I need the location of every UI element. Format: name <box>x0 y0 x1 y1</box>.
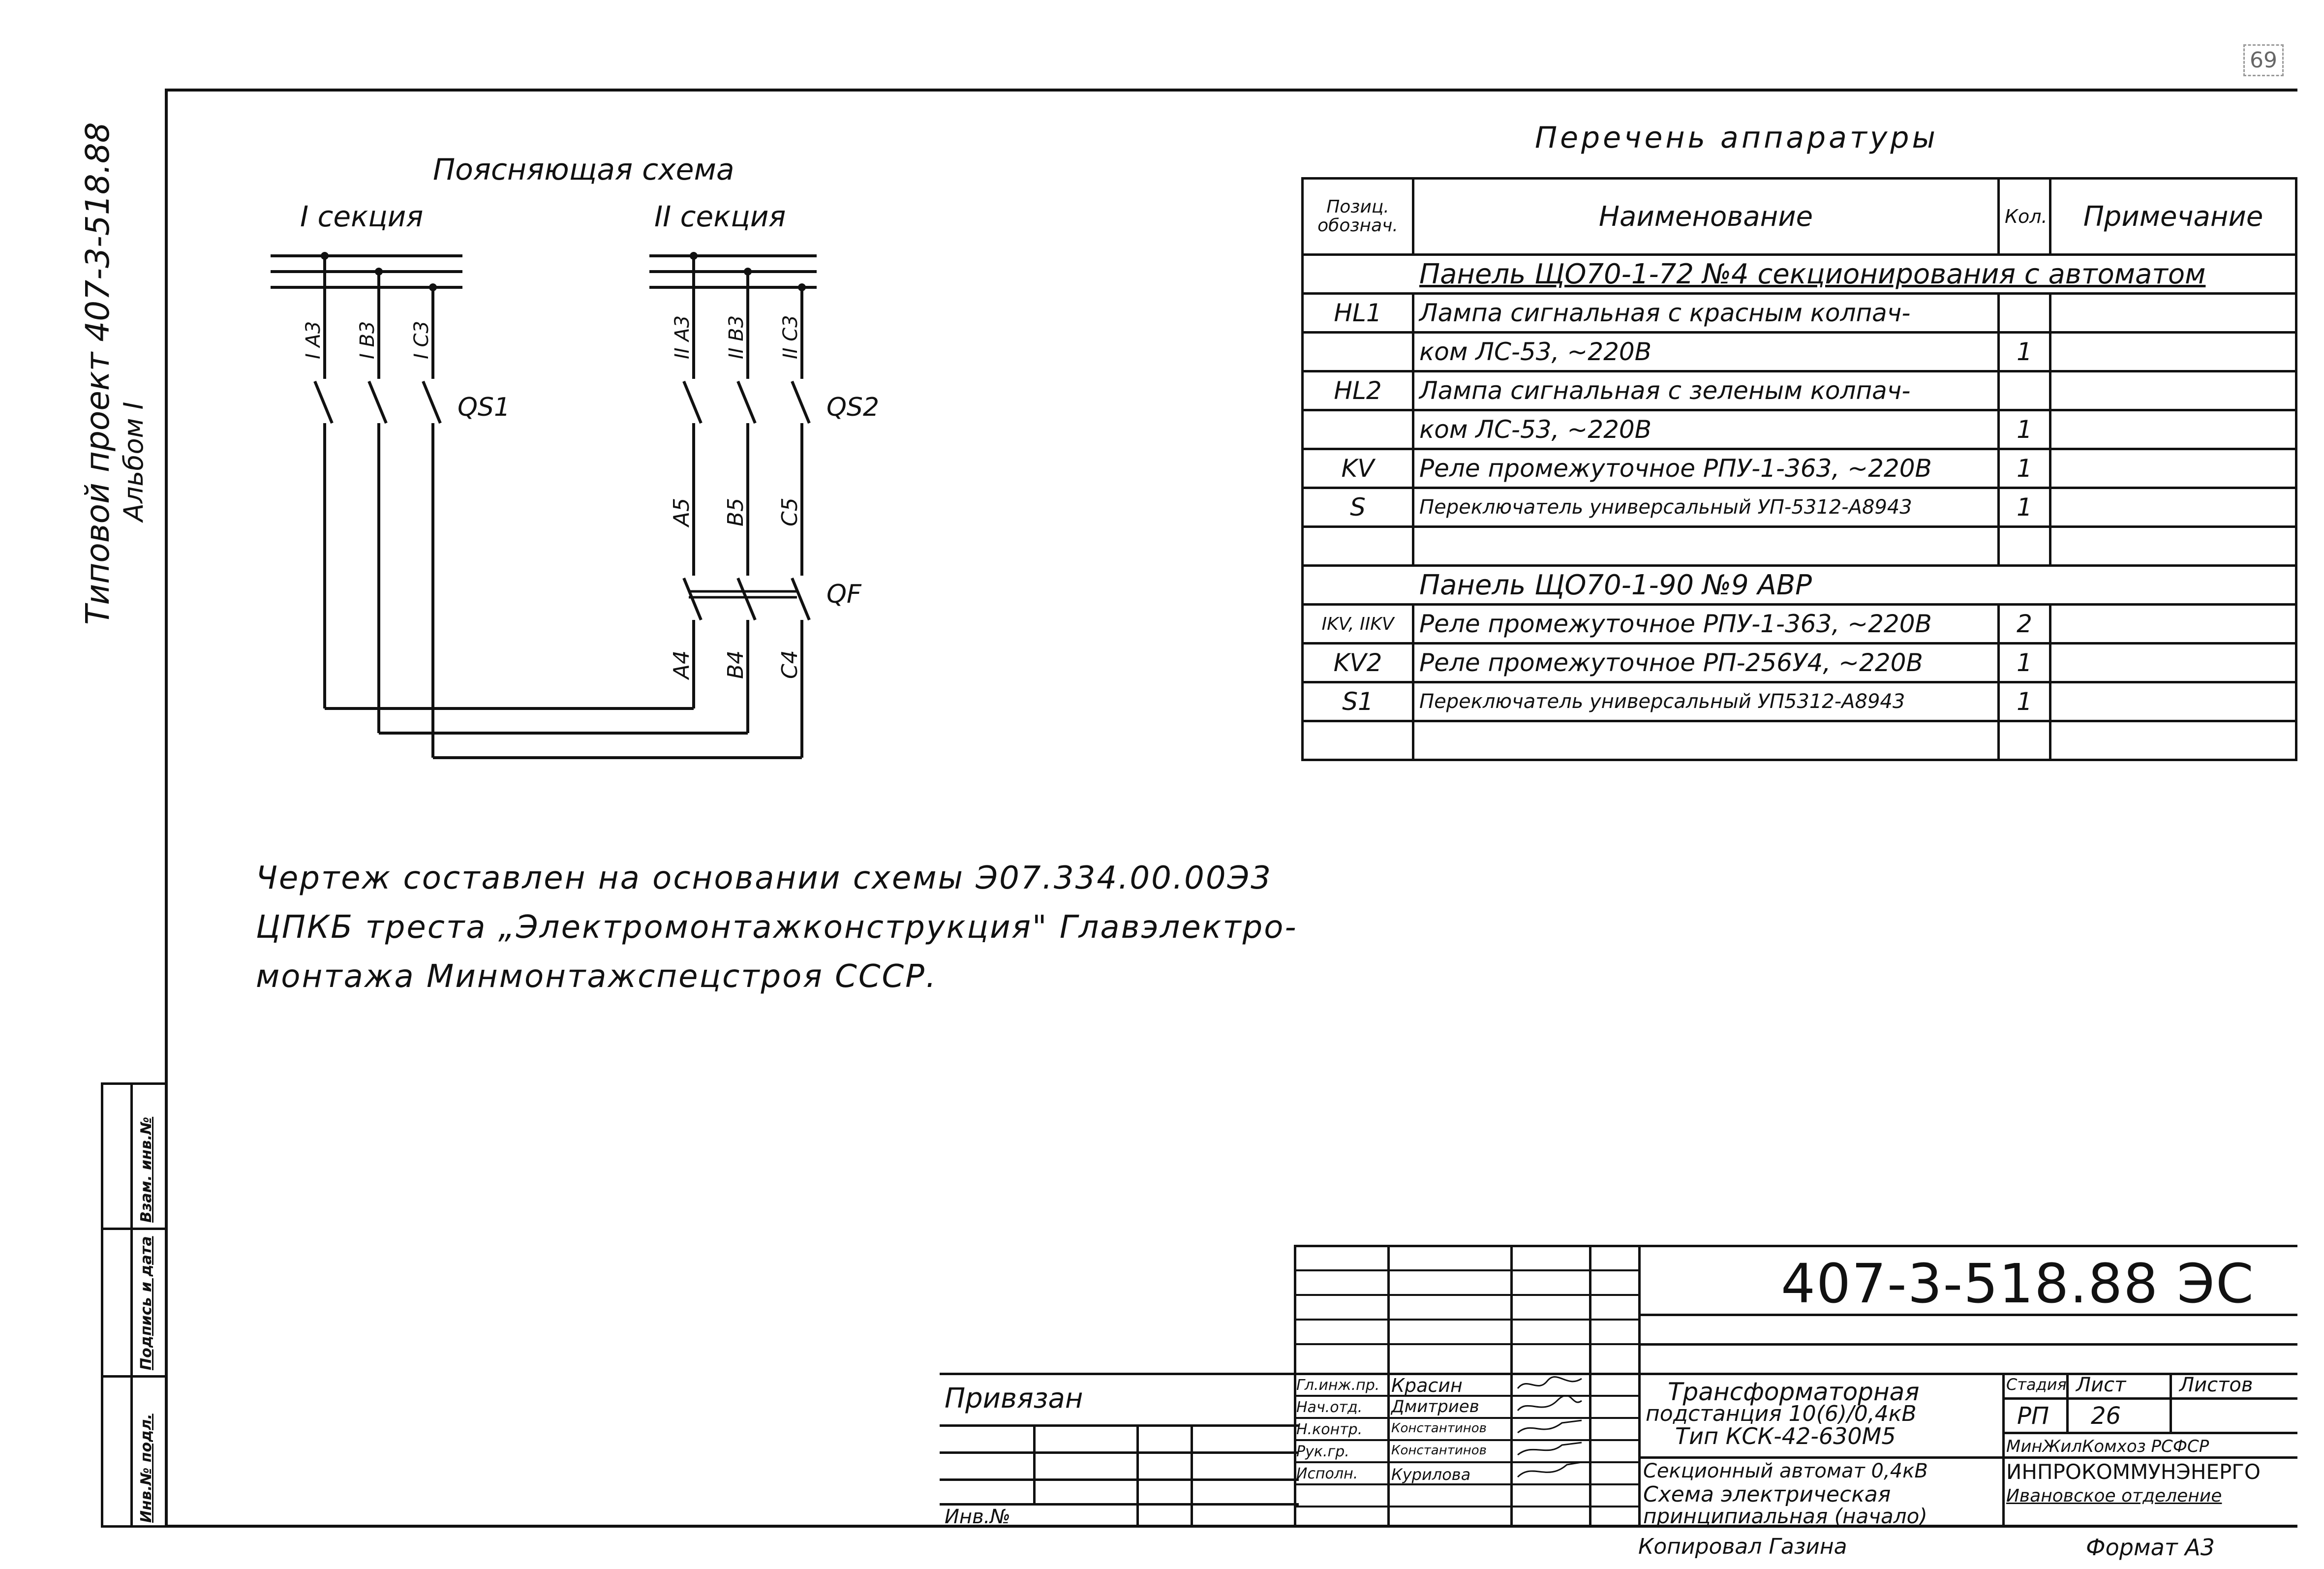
qf-switch-b <box>738 578 755 620</box>
header-pos: Позиц. обознач. <box>1303 179 1413 255</box>
role: Нач.отд. <box>1296 1399 1363 1416</box>
paper-format: Формат А3 <box>2086 1534 2215 1561</box>
side-stamp-cell <box>103 1375 165 1378</box>
row-pos: KV <box>1303 449 1413 488</box>
tb-line <box>2170 1373 2172 1432</box>
row-pos <box>1303 333 1413 371</box>
signature-2 <box>1518 1395 1582 1411</box>
schema-title: Поясняющая схема <box>433 153 734 187</box>
qs1-label: QS1 <box>458 393 511 422</box>
row-note <box>2050 371 2296 410</box>
row-name: ком ЛС-53, ~220В <box>1413 333 1999 371</box>
row-name: Реле промежуточное РП-256У4, ~220В <box>1413 644 1999 682</box>
side-project-label <box>74 118 153 659</box>
side-stamp-divider <box>130 1085 133 1525</box>
row-pos: KV2 <box>1303 644 1413 682</box>
row-note <box>2050 682 2296 721</box>
qs1-switch-c <box>423 381 440 423</box>
row-qty: 1 <box>1999 488 2050 527</box>
tb-line <box>940 1373 1299 1375</box>
qf-label: QF <box>826 580 861 609</box>
tb-line <box>1294 1269 1638 1271</box>
wire-label: I В3 <box>356 321 379 359</box>
note-line: ЦПКБ треста „Электромонтажконструкция" Главэлектро- <box>256 909 1298 946</box>
row-qty: 1 <box>1999 410 2050 449</box>
tb-line <box>1387 1245 1390 1528</box>
row-note <box>2050 644 2296 682</box>
row-note <box>2050 294 2296 333</box>
side-stamp <box>101 1082 165 1528</box>
tb-line <box>1294 1506 1638 1507</box>
row-pos: S1 <box>1303 682 1413 721</box>
note-line: монтажа Минмонтажспецстроя СССР. <box>256 958 938 995</box>
header-name: Наименование <box>1413 179 1999 255</box>
tb-line <box>1294 1294 1638 1296</box>
row-qty: 2 <box>1999 605 2050 644</box>
person-name: Константинов <box>1391 1443 1487 1458</box>
tb-line <box>1294 1319 1638 1321</box>
document-code: 407-3-518.88 ЭС <box>1781 1252 2255 1315</box>
row-name: ком ЛС-53, ~220В <box>1413 410 1999 449</box>
qs2-label: QS2 <box>826 393 880 422</box>
row-name <box>1413 527 1999 566</box>
wire-label: А4 <box>669 650 694 679</box>
tb-line <box>1191 1424 1193 1528</box>
tb-line <box>940 1478 1299 1481</box>
wire-label: А5 <box>669 497 694 526</box>
role: Рук.гр. <box>1296 1443 1349 1460</box>
tb-line <box>1294 1461 1638 1463</box>
qs2-switch-b <box>738 381 755 423</box>
wire-label: I С3 <box>410 321 433 359</box>
wire-label: I А3 <box>302 321 325 359</box>
stamp-label-replace: Взам. инв.№ <box>138 1116 155 1223</box>
group-pos-empty <box>1303 566 1413 605</box>
tb-line <box>1033 1424 1036 1503</box>
signature-5 <box>1518 1462 1582 1477</box>
header-note: Примечание <box>2050 179 2296 255</box>
drawing-note <box>256 854 1298 1001</box>
table-row <box>1303 410 2296 449</box>
row-qty <box>1999 371 2050 410</box>
row-pos <box>1303 527 1413 566</box>
row-note <box>2050 721 2296 760</box>
table-header-row <box>1303 179 2296 255</box>
junction-dot <box>375 268 383 276</box>
row-name <box>1413 721 1999 760</box>
corner-sheet-number: 69 <box>2243 44 2284 76</box>
row-pos: HL2 <box>1303 371 1413 410</box>
section2-label: II секция <box>654 200 786 233</box>
object-line: подстанция 10(6)/0,4кВ <box>1646 1401 1917 1426</box>
object-line: Трансформаторная <box>1668 1378 1920 1406</box>
wire-label: II А3 <box>671 315 694 359</box>
row-qty <box>1999 527 2050 566</box>
table-row <box>1303 644 2296 682</box>
junction-dot <box>429 283 437 291</box>
junction-dot <box>798 283 806 291</box>
row-qty <box>1999 294 2050 333</box>
row-note <box>2050 527 2296 566</box>
row-qty: 1 <box>1999 333 2050 371</box>
junction-dot <box>744 268 752 276</box>
row-note <box>2050 605 2296 644</box>
album-vertical: Альбом I <box>118 401 149 522</box>
stage-value: РП <box>2017 1402 2049 1430</box>
table-row <box>1303 488 2296 527</box>
sheets-header: Листов <box>2179 1374 2253 1396</box>
row-name: Реле промежуточное РПУ-1-363, ~220В <box>1413 605 1999 644</box>
junction-dot <box>321 252 329 260</box>
stamp-label-inv: Инв.№ подл. <box>138 1414 155 1523</box>
binding-block <box>940 1373 1299 1528</box>
project-code-vertical: Типовой проект 407-3-518.88 <box>79 122 117 625</box>
sheet-name-line: принципиальная (начало) <box>1643 1504 1927 1528</box>
row-qty: 1 <box>1999 644 2050 682</box>
role: Н.контр. <box>1296 1421 1363 1438</box>
signatures <box>1513 1374 1587 1487</box>
table-row-empty <box>1303 527 2296 566</box>
row-name: Переключатель универсальный УП5312-А8943 <box>1413 682 1999 721</box>
org-line: ИНПРОКОММУНЭНЕРГО <box>2006 1460 2261 1484</box>
tb-line <box>1136 1424 1139 1528</box>
person-name: Красин <box>1391 1375 1463 1396</box>
tb-line <box>940 1424 1299 1427</box>
wire-label: В5 <box>723 497 748 526</box>
sheet-name-line: Секционный автомат 0,4кВ <box>1643 1460 1928 1482</box>
apparatus-title: Перечень аппаратуры <box>1535 121 1938 155</box>
qs2-switch-c <box>792 381 809 423</box>
row-pos: S <box>1303 488 1413 527</box>
qs2-switch-a <box>684 381 701 423</box>
wire-label: С5 <box>777 497 802 526</box>
group-row <box>1303 566 2296 605</box>
tb-line <box>1638 1456 2297 1459</box>
copied-by: Копировал Газина <box>1638 1534 1847 1559</box>
signature-4 <box>1518 1443 1582 1455</box>
wire-label: С4 <box>777 650 802 679</box>
qf-switch-c <box>792 578 809 620</box>
row-name: Реле промежуточное РПУ-1-363, ~220В <box>1413 449 1999 488</box>
table-row <box>1303 449 2296 488</box>
row-name: Переключатель универсальный УП-5312-А8943 <box>1413 488 1999 527</box>
person-name: Константинов <box>1391 1421 1487 1436</box>
header-qty: Кол. <box>1999 179 2050 255</box>
qf-switch-a <box>684 578 701 620</box>
sheet-name-line: Схема электрическая <box>1643 1482 1891 1507</box>
tb-line <box>1294 1343 1638 1345</box>
table-row <box>1303 682 2296 721</box>
sheet-header: Лист <box>2076 1374 2126 1396</box>
table-row-empty <box>1303 721 2296 760</box>
row-note <box>2050 410 2296 449</box>
inv-label: Инв.№ <box>945 1506 1010 1528</box>
row-note <box>2050 488 2296 527</box>
group-row <box>1303 255 2296 294</box>
tb-line <box>1294 1245 2297 1247</box>
person-name: Дмитриев <box>1391 1397 1479 1416</box>
note-line: Чертеж составлен на основании схемы Э07.334.00.00Э3 <box>256 860 1272 896</box>
qs1-switch-b <box>369 381 386 423</box>
row-qty: 1 <box>1999 682 2050 721</box>
junction-dot <box>690 252 698 260</box>
table-row <box>1303 333 2296 371</box>
table-row <box>1303 294 2296 333</box>
qs1-switch-a <box>315 381 332 423</box>
row-name: Лампа сигнальная с красным колпач- <box>1413 294 1999 333</box>
group2-label: Панель ЩО70-1-90 №9 АВР <box>1413 566 2296 605</box>
tb-line <box>940 1451 1299 1454</box>
person-name: Курилова <box>1391 1465 1471 1484</box>
signature-1 <box>1518 1377 1582 1388</box>
section1-label: I секция <box>300 200 424 233</box>
row-name: Лампа сигнальная с зеленым колпач- <box>1413 371 1999 410</box>
table-row <box>1303 605 2296 644</box>
wire-label: В4 <box>723 650 748 679</box>
table-row <box>1303 371 2296 410</box>
wire-label: II С3 <box>779 315 802 359</box>
apparatus-table <box>1301 177 2295 761</box>
row-note <box>2050 449 2296 488</box>
binding-label: Привязан <box>945 1383 1083 1415</box>
row-pos <box>1303 721 1413 760</box>
org-line: МинЖилКомхоз РСФСР <box>2006 1437 2209 1456</box>
row-pos: IKV, IIKV <box>1303 605 1413 644</box>
org-line: Ивановское отделение <box>2006 1486 2222 1506</box>
tb-line <box>2002 1397 2297 1400</box>
tb-line <box>1638 1343 2297 1346</box>
tb-line <box>1638 1245 1641 1528</box>
tb-line <box>1589 1245 1591 1528</box>
sheet-value: 26 <box>2091 1402 2121 1430</box>
tb-line <box>2002 1432 2297 1434</box>
row-qty: 1 <box>1999 449 2050 488</box>
tb-line <box>2002 1373 2005 1528</box>
row-pos <box>1303 410 1413 449</box>
stage-header: Стадия <box>2006 1375 2067 1394</box>
role: Гл.инж.пр. <box>1296 1377 1380 1394</box>
group-pos-empty <box>1303 255 1413 294</box>
row-pos: HL1 <box>1303 294 1413 333</box>
row-qty <box>1999 721 2050 760</box>
side-stamp-cell <box>103 1228 165 1230</box>
signature-3 <box>1518 1420 1582 1433</box>
object-line: Тип КСК-42-630М5 <box>1675 1423 1896 1449</box>
role: Исполн. <box>1296 1465 1358 1482</box>
explanatory-schematic <box>246 143 935 782</box>
wire-label: II В3 <box>725 315 748 359</box>
stamp-label-sign: Подпись и дата <box>138 1236 155 1370</box>
group1-label: Панель ЩО70-1-72 №4 секционирования с автоматом <box>1413 255 2296 294</box>
tb-line <box>1294 1417 1638 1419</box>
tb-line <box>1294 1439 1638 1441</box>
row-note <box>2050 333 2296 371</box>
